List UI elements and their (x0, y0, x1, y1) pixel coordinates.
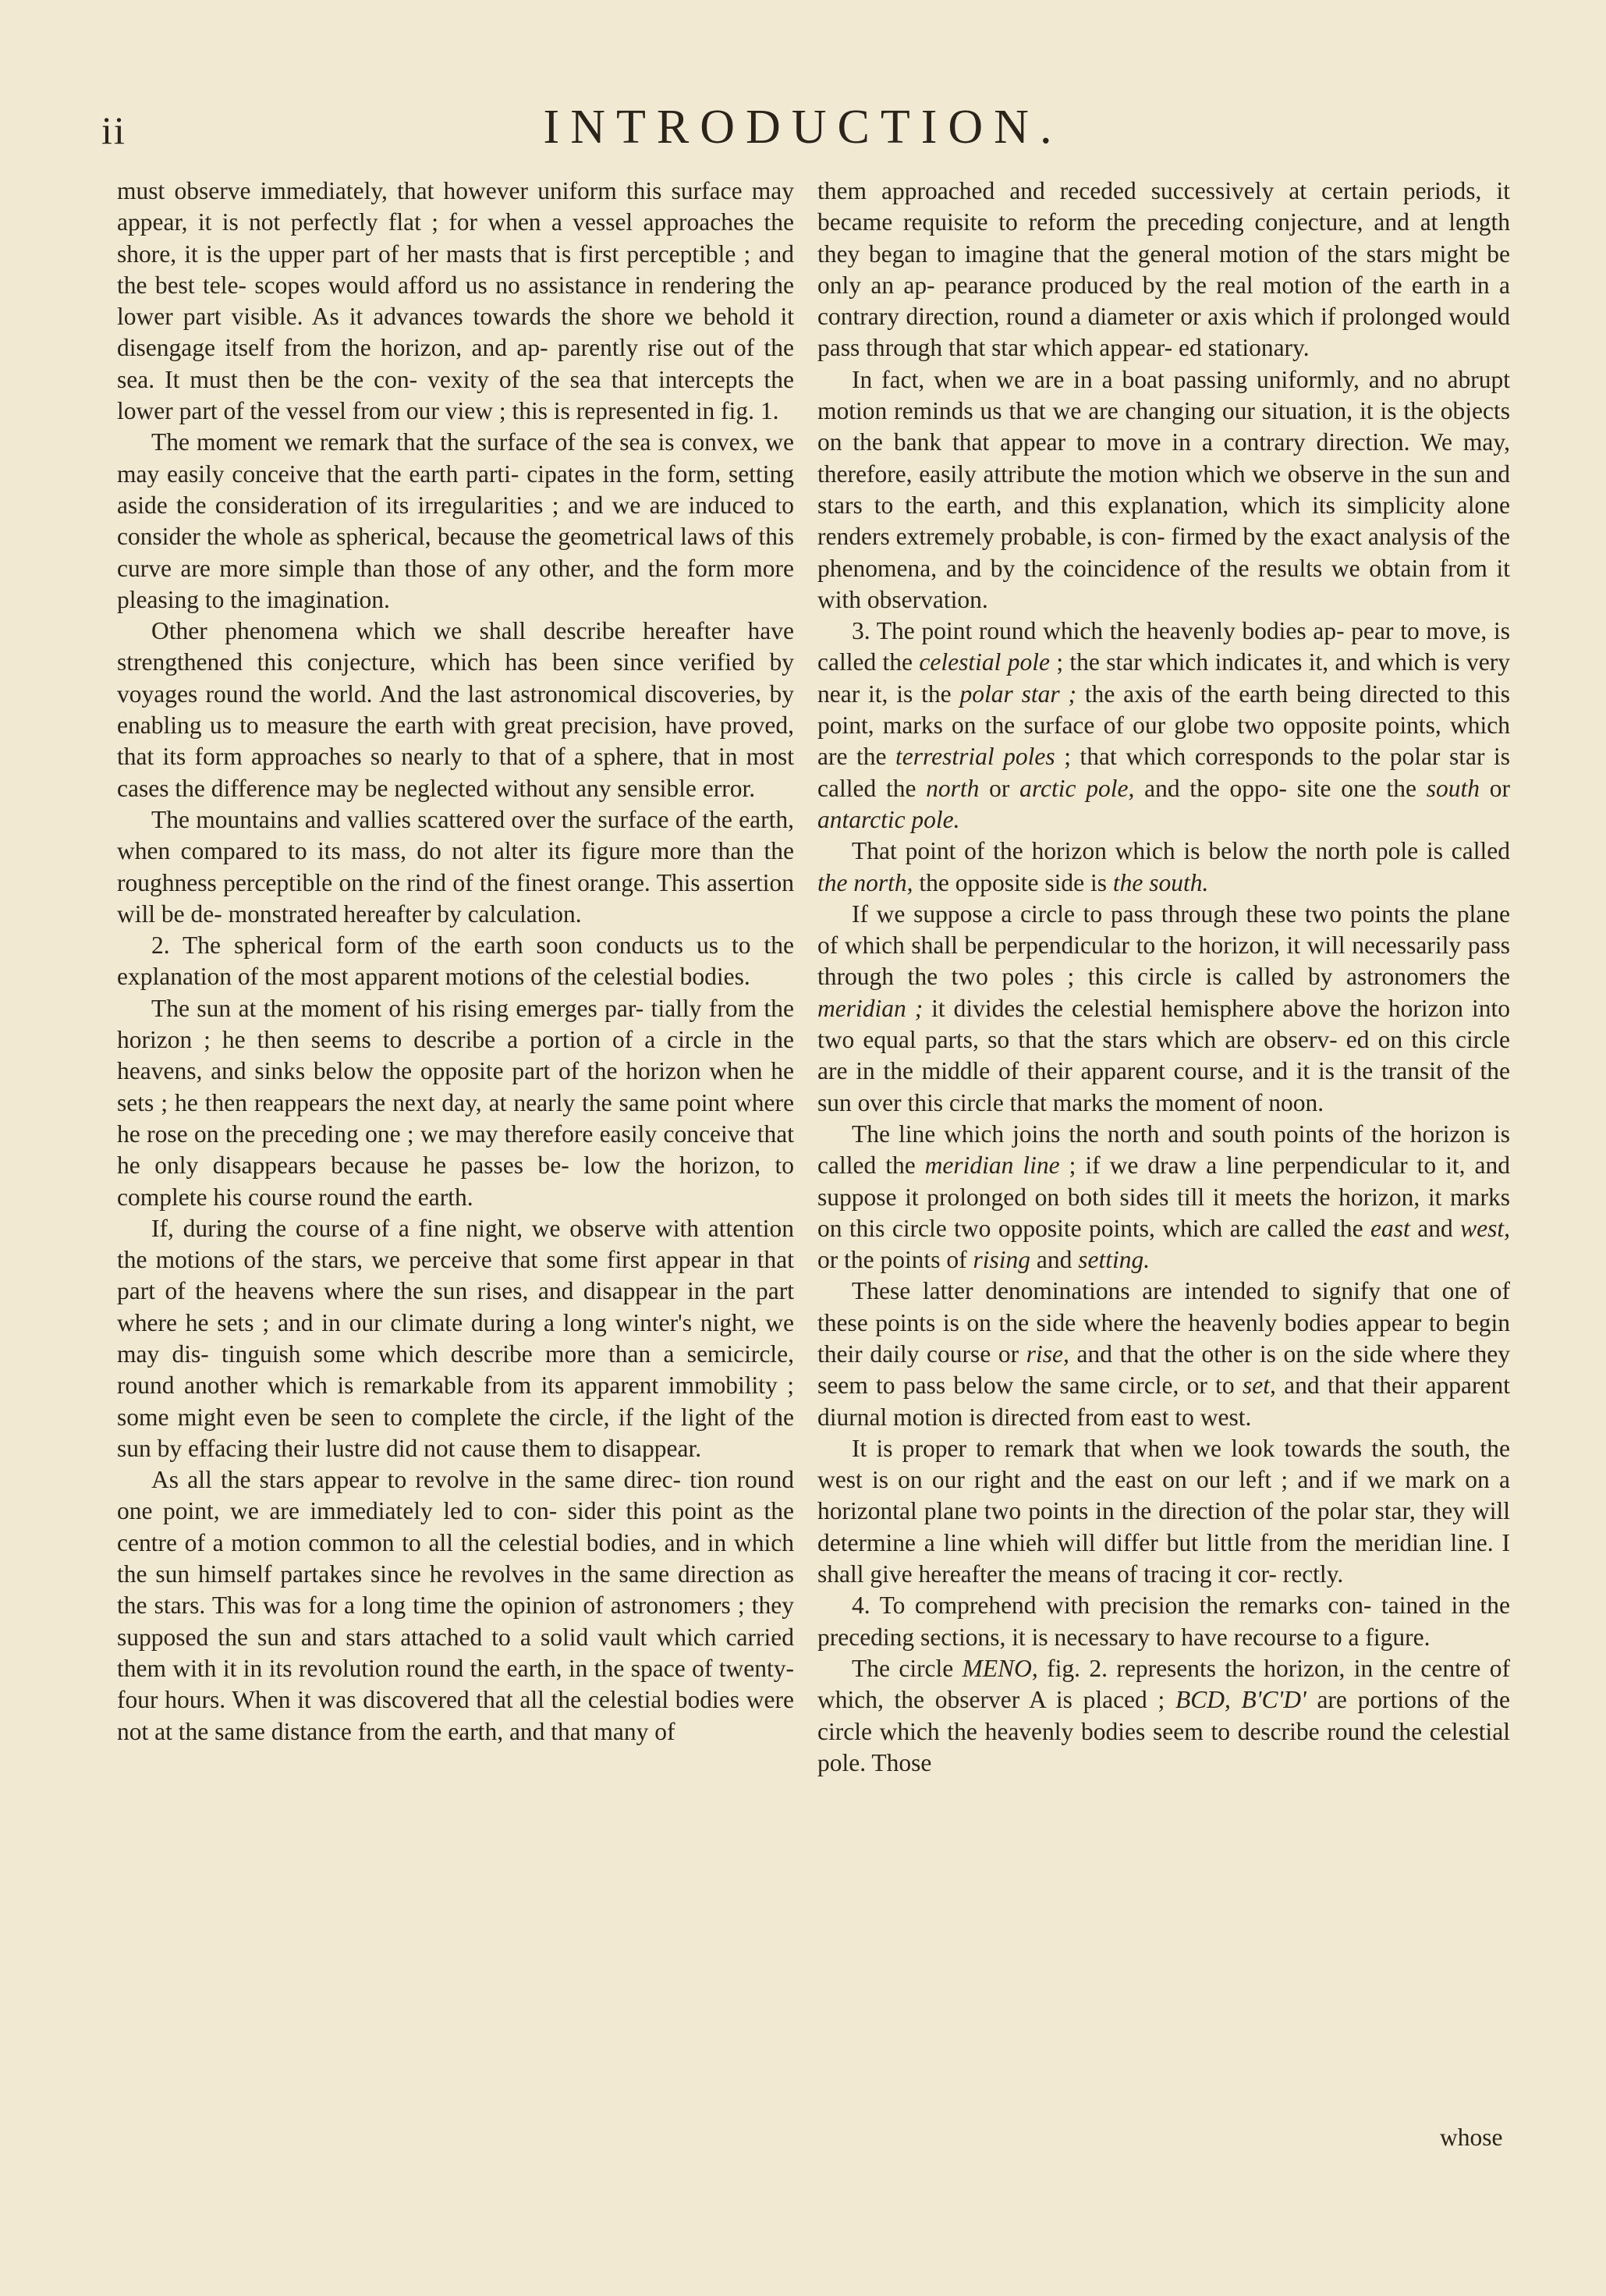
text-run: and the oppo- site one the (1134, 774, 1427, 802)
italic-term: meridian line (924, 1152, 1060, 1180)
paragraph: If, during the course of a fine night, we observe with attention the motions of the stars, we perceive that some first appear in that part of the heavens where the sun rises, and disappear in the part where he sets ; and in our climate during a long winter's night, we may dis- tinguish some which describe more than a semicircle, round another which is remarkable from its apparent immobility ; some might even be seen to complete the circle, if the light of the sun by effacing their lustre did not cause them to disappear. (117, 1214, 794, 1462)
paragraph: must observe immediately, that however uniform this surface may appear, it is not perfectly flat ; for when a vessel approaches the shore, it is the upper part of her masts that is first perceptible ; and the best tele- scopes would afford us no assistance in rendering the lower part visible. As it advances towards the shore we behold it disengage itself from the horizon, and ap- parently rise out of the sea. It must then be the con- vexity of the sea that intercepts the lower part of the vessel from our view ; this is represented in fig. 1. (117, 177, 794, 425)
text-run: and (1409, 1214, 1461, 1242)
text-run: and (1030, 1246, 1079, 1274)
paragraph: As all the stars appear to revolve in the same direc- tion round one point, we are immediately led to con- sider this point as the centre of a motion common to all the celestial bodies, and in which the sun himself partakes since he revolves in the same direction as the stars. This was for a long time the opinion of astronomers ; they supposed the sun and stars attached to a solid vault which carried them with it in its revolution round the earth, in the space of twenty-four hours. When it was discovered that all the celestial bodies were not at the same distance from the earth, and that many of (117, 1466, 794, 1745)
text-run: or the points of (817, 1246, 973, 1274)
italic-term: BCD, B'C'D' (1175, 1686, 1306, 1714)
italic-term: meridian ; (817, 994, 924, 1022)
text-run: the axis of the earth being directed to this point, marks on the surface of our globe two opposite points, which are the (817, 680, 1510, 771)
paragraph: them approached and receded successively at certain periods, it became requisite to reform the preceding conjecture, and at length they began to imagine that the general motion of the stars might be only an ap- pearance produced by the real motion of the earth in a contrary direction, round a diameter or axis which if prolonged would pass through that star which appear- ed stationary. (817, 177, 1510, 362)
right-column (817, 176, 1510, 1779)
text-run: ; if we draw a line perpendicular to it, and suppose it prolonged on both sides till it meets the horizon, it marks on this circle two opposite points, which are called the (817, 1152, 1510, 1242)
italic-term: the north, (817, 868, 913, 896)
text-run: it divides the celestial hemisphere above the horizon into two equal parts, so that the stars which are observ- ed on this circle are in the middle of their apparent course, and it is the transit of the sun over this circle that marks the moment of noon. (817, 994, 1510, 1116)
paragraph (817, 1653, 1510, 1779)
paragraph: The mountains and vallies scattered over the surface of the earth, when compared to its mass, do not alter its figure more than the roughness perceptible on the rind of the finest orange. This assertion will be de- monstrated hereafter by calculation. (117, 805, 794, 928)
paragraph: 2. The spherical form of the earth soon conducts us to the explanation of the most apparent motions of the celestial bodies. (117, 932, 794, 991)
italic-term: arctic pole, (1019, 774, 1135, 802)
paragraph: In fact, when we are in a boat passing uniformly, and no abrupt motion reminds us that we are changing our situation, it is the objects on the bank that appear to move in a contrary direction. We may, therefore, easily attribute the motion which we observe in the sun and stars to the earth, and this explanation, which its simplicity alone renders extremely probable, is con- firmed by the exact analysis of the phenomena, and by the coincidence of the results we obtain from it with observation. (817, 365, 1510, 613)
text-run: and that the other is on the side where they seem to pass below the same circle, or to (817, 1340, 1510, 1400)
paragraph (817, 616, 1510, 836)
italic-term: terrestrial poles (895, 743, 1055, 771)
text-run: ; the star which indicates it, and which is very near it, is the (817, 648, 1511, 708)
italic-term: antarctic pole. (817, 805, 960, 833)
paragraph (817, 1276, 1510, 1432)
running-head-title: INTRODUCTION. (543, 101, 1063, 154)
text-run: the opposite side is (913, 868, 1113, 896)
text-run: That point of the horizon which is below the north pole is called (852, 837, 1510, 865)
paragraph (817, 899, 1510, 1119)
paragraph: Other phenomena which we shall describe hereafter have strengthened this conjecture, which has been since verified by voyages round the world. And the last astronomical discoveries, by enabling us to measure the earth with great precision, have proved, that its form approaches so nearly to that of a sphere, that in most cases the difference may be neglected without any sensible error. (117, 617, 794, 802)
paragraph: 4. To comprehend with precision the remarks con- tained in the preceding sections, it is necessary to have recourse to a figure. (817, 1592, 1510, 1651)
italic-term: the south. (1112, 868, 1209, 896)
catchword: whose (1440, 2124, 1503, 2151)
text-run: fig. 2. represents the horizon, in the centre of which, the observer A is placed ; (817, 1654, 1510, 1714)
text-run: These latter denominations are intended to signify that one of these points is on the side where the heavenly bodies appear to begin their daily course or (817, 1277, 1510, 1368)
italic-term: celestial pole (919, 648, 1050, 676)
text-run: or (979, 774, 1020, 802)
italic-term: setting. (1078, 1246, 1150, 1274)
paragraph: The sun at the moment of his rising emerges par- tially from the horizon ; he then seems to describe a portion of a circle in the heavens, and sinks below the opposite part of the horizon when he sets ; he then reappears the next day, at nearly the same point where he rose on the preceding one ; we may therefore easily conceive that he only disappears because he passes be- low the horizon, to complete his course round the earth. (117, 994, 794, 1211)
italic-term: polar star ; (959, 680, 1076, 708)
italic-term: west, (1460, 1214, 1510, 1242)
text-run: and that their apparent diurnal motion is directed from east to west. (817, 1372, 1510, 1431)
paragraph (817, 1119, 1510, 1276)
page-number: ii (101, 108, 126, 152)
italic-term: MENO, (962, 1654, 1038, 1682)
text-run: are portions of the circle which the heavenly bodies seem to describe round the celestial pole. Those (817, 1686, 1510, 1776)
text-run: ; that which corresponds to the polar star is called the (817, 743, 1511, 802)
italic-term: rising (973, 1246, 1031, 1274)
paragraph: It is proper to remark that when we look towards the south, the west is on our right and the east on our left ; and if we mark on a horizontal plane two points in the direction of the polar star, they will determine a line whieh will differ but little from the meridian line. I shall give hereafter the means of tracing it cor- rectly. (817, 1434, 1510, 1588)
text-run: or (1480, 774, 1510, 802)
text-run: If we suppose a circle to pass through these two points the plane of which shall be perpendicular to the horizon, it will necessarily pass through the two poles ; this circle is called by astronomers the (817, 900, 1510, 991)
italic-term: east (1370, 1214, 1410, 1242)
text-run: The circle (852, 1654, 963, 1682)
left-column (117, 176, 794, 1748)
text-run: The line which joins the north and south points of the horizon is called the (817, 1120, 1510, 1180)
paragraph (817, 836, 1510, 899)
text-run: 3. The point round which the heavenly bodies ap- pear to move, is called the (817, 617, 1510, 676)
italic-term: set, (1243, 1372, 1276, 1400)
paragraph: The moment we remark that the surface of the sea is convex, we may easily conceive that the earth parti- cipates in the form, setting aside the consideration of its irregularities ; and we are induced to consider the whole as spherical, because the geometrical laws of this curve are more simple than those of any other, and the form more pleasing to the imagination. (117, 428, 794, 613)
italic-term: rise, (1026, 1340, 1069, 1368)
italic-term: south (1426, 774, 1480, 802)
italic-term: north (926, 774, 980, 802)
